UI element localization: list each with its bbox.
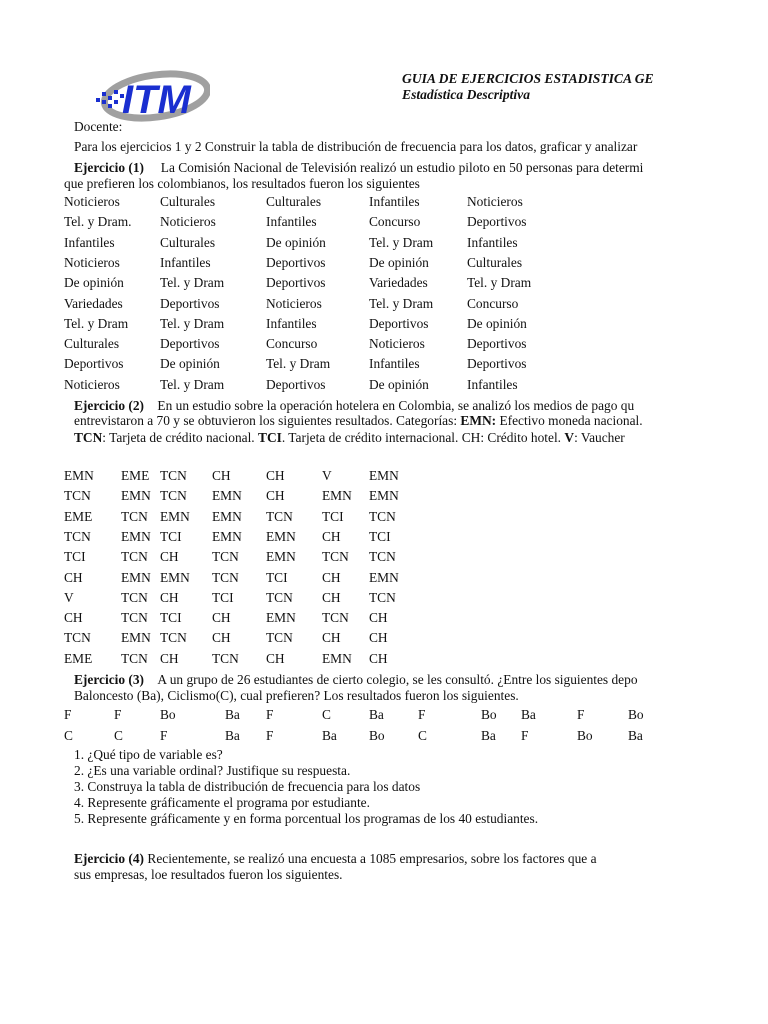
ej3-cell: C [64, 728, 73, 743]
ej1-cell: Tel. y Dram [467, 275, 532, 291]
ej2-cell: EMN [160, 569, 190, 585]
ej4-text-line2: sus empresas, loe resultados fueron los siguientes. [74, 867, 343, 882]
ej2-categories-line [74, 413, 643, 429]
ej1-cell: Noticieros [64, 254, 120, 270]
ej2-cell: CH [369, 650, 388, 666]
ej1-cell: Noticieros [64, 194, 120, 209]
ej3-cell: C [418, 728, 427, 743]
ej3-cell: Ba [225, 728, 240, 743]
ej2-cell: CH [266, 468, 285, 483]
ej1-cell: De opinión [266, 234, 326, 250]
ej2-label: Ejercicio (2) [74, 398, 145, 413]
ej2-cell: CH [322, 569, 341, 585]
ej1-cell: Deportivos [64, 356, 124, 372]
ej1-cell: Noticieros [369, 336, 425, 352]
ej1-cell: Infantiles [160, 254, 211, 270]
ej1-cell: Infantiles [266, 315, 317, 331]
ej2-cell: CH [212, 468, 231, 483]
document-subtitle: Estadística Descriptiva [402, 87, 530, 102]
ej1-cell: Culturales [64, 336, 120, 352]
ej1-cell: Tel. y Dram [369, 295, 434, 311]
ej1-cell: Tel. y Dram [266, 356, 331, 372]
ej2-cell: CH [212, 630, 231, 646]
ej1-cell: Infantiles [467, 234, 518, 250]
ej2-cell: TCN [266, 508, 293, 524]
ej2-cell: EMN [212, 488, 242, 504]
ej2-cell: EMN [322, 650, 352, 666]
ej2-cell: TCN [121, 650, 148, 666]
document-title: GUIA DE EJERCICIOS ESTADISTICA GE [402, 71, 654, 86]
ej1-cell: Tel. y Dram [369, 234, 434, 250]
ej3-cell: F [160, 728, 168, 743]
ej2-cell: CH [369, 630, 388, 646]
ej2-cell: TCN [160, 630, 187, 646]
ej1-cell: Noticieros [64, 376, 120, 392]
ej1-cell: Infantiles [64, 234, 115, 250]
ej2-tcn-desc: : Tarjeta de crédito nacional. [102, 430, 255, 445]
ej1-cell: Concurso [467, 295, 519, 311]
ej2-cell: CH [160, 589, 179, 605]
ej1-cell: Culturales [266, 194, 322, 209]
ej2-cell: TCN [369, 589, 396, 605]
ej2-cell: TCI [64, 549, 86, 565]
ej3-cell: Bo [577, 728, 593, 743]
ej2-cell: TCN [266, 630, 293, 646]
ej3-cell: Bo [628, 707, 644, 722]
ej2-cell: TCN [160, 488, 187, 504]
ej2-emn-code: EMN: [460, 413, 497, 428]
ej2-cell: EMN [121, 630, 151, 646]
ej3-cell: F [266, 707, 274, 722]
ej3-question-item: 1. ¿Qué tipo de variable es? [74, 747, 223, 762]
ej1-cell: Infantiles [266, 214, 317, 230]
ej1-cell: Concurso [369, 214, 421, 230]
ej1-cell: Culturales [467, 254, 523, 270]
ej1-cell: Deportivos [266, 254, 326, 270]
ej3-question-item: 2. ¿Es una variable ordinal? Justifique su respuesta. [74, 763, 351, 778]
ej1-cell: Deportivos [266, 376, 326, 392]
ej2-cell: EMN [160, 508, 190, 524]
ej2-cell: EME [64, 650, 93, 666]
ej2-cell: TCN [369, 508, 396, 524]
ej2-cell: CH [212, 610, 231, 626]
ej2-cell: EMN [121, 488, 151, 504]
ej2-tci-code: TCI [258, 430, 282, 445]
ej2-emn-desc: Efectivo moneda nacional. [499, 413, 643, 428]
ej3-cell: Ba [481, 728, 496, 743]
ej2-categories-line2 [74, 430, 625, 446]
ej1-cell: Noticieros [467, 194, 523, 209]
ej3-cell: Ba [369, 707, 384, 722]
ej2-cell: TCN [322, 610, 349, 626]
ej2-cell: EMN [266, 528, 296, 544]
ej2-cell: EME [121, 468, 150, 483]
docente-label: Docente: [74, 119, 123, 134]
ej2-cell: CH [160, 650, 179, 666]
ej2-cell: EMN [64, 468, 94, 483]
ej2-cell: TCN [160, 468, 187, 483]
ej3-cell: Ba [322, 728, 337, 743]
ej2-cell: TCN [121, 508, 148, 524]
ej2-cell: TCN [64, 630, 91, 646]
ej1-cell: De opinión [160, 356, 220, 372]
ej2-cell: EMN [369, 488, 399, 504]
ej3-question-item: 3. Construya la tabla de distribución de frecuencia para los datos [74, 779, 421, 794]
ej2-cell: EME [64, 508, 93, 524]
ej1-cell: Deportivos [160, 336, 220, 352]
ej1-cell: Tel. y Dram [64, 315, 129, 331]
ej4-paragraph [74, 851, 662, 867]
ej2-cell: TCN [121, 549, 148, 565]
ej1-cell: Noticieros [160, 214, 216, 230]
ej1-text-line2: que prefieren los colombianos, los resultados fueron los siguientes [64, 176, 420, 191]
ej3-paragraph [74, 672, 638, 688]
ej2-cell: TCN [266, 589, 293, 605]
ej2-cell: TCI [266, 569, 288, 585]
ej2-cell: TCN [121, 589, 148, 605]
ej2-cell: CH [266, 650, 285, 666]
ej2-cell: EMN [121, 569, 151, 585]
ej2-cell: TCN [64, 528, 91, 544]
ej3-cell: C [322, 707, 331, 722]
ej3-cell: F [418, 707, 426, 722]
ej3-cell: Bo [481, 707, 497, 722]
ej3-cell: F [266, 728, 274, 743]
ej1-cell: Deportivos [467, 356, 527, 372]
ej1-cell: Infantiles [369, 356, 420, 372]
ej3-cell: F [64, 707, 72, 722]
ej2-cell: TCI [369, 528, 391, 544]
ej2-cell: V [322, 468, 332, 483]
ej2-cell: EMN [322, 488, 352, 504]
ej1-cell: Deportivos [467, 336, 527, 352]
ej2-cell: CH [64, 569, 83, 585]
ej1-cell: Infantiles [369, 194, 420, 209]
ej2-cell: CH [369, 610, 388, 626]
ej2-v-desc: : Vaucher [574, 430, 625, 445]
ej1-label: Ejercicio (1) [74, 160, 145, 175]
ej1-text: La Comisión Nacional de Televisión realizó un estudio piloto en 50 personas para determi [160, 160, 644, 175]
ej2-cell: EMN [212, 528, 242, 544]
ej1-paragraph [74, 160, 643, 176]
ej2-cell: EMN [369, 468, 399, 483]
ej2-cell: CH [322, 589, 341, 605]
ej2-cell: EMN [266, 549, 296, 565]
ej4-text: Recientemente, se realizó una encuesta a 1085 empresarios, sobre los factores que a [147, 851, 597, 866]
ej2-tci-desc: . Tarjeta de crédito internacional. CH: Crédito hotel. [281, 430, 562, 445]
ej1-cell: De opinión [467, 315, 527, 331]
ej2-cell: TCI [160, 528, 182, 544]
ej2-tcn-code: TCN [74, 430, 103, 445]
ej1-cell: De opinión [64, 275, 124, 291]
ej1-cell: Deportivos [160, 295, 220, 311]
ej2-text-line2: entrevistaron a 70 y se obtuvieron los siguientes resultados. Categorías: [74, 413, 458, 428]
ej3-label: Ejercicio (3) [74, 672, 145, 687]
ej2-cell: EMN [212, 508, 242, 524]
ej3-cell: Ba [225, 707, 240, 722]
ej3-cell: F [577, 707, 585, 722]
ej3-cell: Ba [628, 728, 643, 743]
ej3-cell: F [521, 728, 529, 743]
ej1-cell: Tel. y Dram. [64, 214, 132, 230]
ej2-v-code: V [564, 430, 575, 445]
ej3-question-item: 4. Represente gráficamente el programa por estudiante. [74, 795, 370, 810]
ej2-cell: CH [322, 630, 341, 646]
ej1-cell: Deportivos [467, 214, 527, 230]
ej1-cell: Tel. y Dram [160, 376, 225, 392]
ej2-cell: TCN [212, 650, 239, 666]
ej2-cell: CH [266, 488, 285, 504]
ej2-cell: TCI [160, 610, 182, 626]
ej2-cell: CH [160, 549, 179, 565]
ej1-cell: Noticieros [266, 295, 322, 311]
ej1-cell: Culturales [160, 234, 216, 250]
ej1-cell: Culturales [160, 194, 216, 209]
ej2-cell: TCN [369, 549, 396, 565]
ej2-cell: EMN [369, 569, 399, 585]
ej1-cell: Infantiles [467, 376, 518, 392]
ej3-text-line2: Baloncesto (Ba), Ciclismo(C), cual prefieren? Los resultados fueron los siguientes. [74, 688, 519, 703]
ej1-cell: Tel. y Dram [160, 315, 225, 331]
ej2-text: En un estudio sobre la operación hotelera en Colombia, se analizó los medios de pago qu [157, 398, 635, 413]
ej2-paragraph [74, 398, 634, 414]
ej1-cell: Variedades [64, 295, 123, 311]
logo-text: ITM [122, 78, 191, 122]
ej3-question-item: 5. Represente gráficamente y en forma porcentual los programas de los 40 estudiantes. [74, 811, 539, 826]
ej3-cell: Bo [160, 707, 176, 722]
ej3-text: A un grupo de 26 estudiantes de cierto colegio, se les consultó. ¿Entre los siguientes depo [157, 672, 638, 687]
ej2-cell: CH [322, 528, 341, 544]
ej4-label: Ejercicio (4) [74, 851, 145, 866]
ej1-cell: De opinión [369, 376, 429, 392]
ej1-cell: Concurso [266, 336, 318, 352]
ej2-cell: EMN [266, 610, 296, 626]
ej1-cell: Variedades [369, 275, 428, 291]
ej2-cell: TCN [322, 549, 349, 565]
ej2-cell: TCI [322, 508, 344, 524]
ej1-cell: Tel. y Dram [160, 275, 225, 291]
ej2-cell: TCN [64, 488, 91, 504]
ej3-cell: C [114, 728, 123, 743]
ej3-cell: Ba [521, 707, 536, 722]
intro-text: Para los ejercicios 1 y 2 Construir la tabla de distribución de frecuencia para los datos, graficar y analizar [74, 139, 638, 154]
ej2-cell: TCN [212, 549, 239, 565]
ej1-cell: Deportivos [266, 275, 326, 291]
ej2-cell: EMN [121, 528, 151, 544]
ej3-cell: Bo [369, 728, 385, 743]
ej1-cell: Deportivos [369, 315, 429, 331]
ej1-cell: De opinión [369, 254, 429, 270]
ej2-cell: CH [64, 610, 83, 626]
ej2-cell: TCN [121, 610, 148, 626]
ej2-cell: TCI [212, 589, 234, 605]
ej2-cell: TCN [212, 569, 239, 585]
ej2-cell: V [64, 589, 74, 605]
ej3-cell: F [114, 707, 122, 722]
